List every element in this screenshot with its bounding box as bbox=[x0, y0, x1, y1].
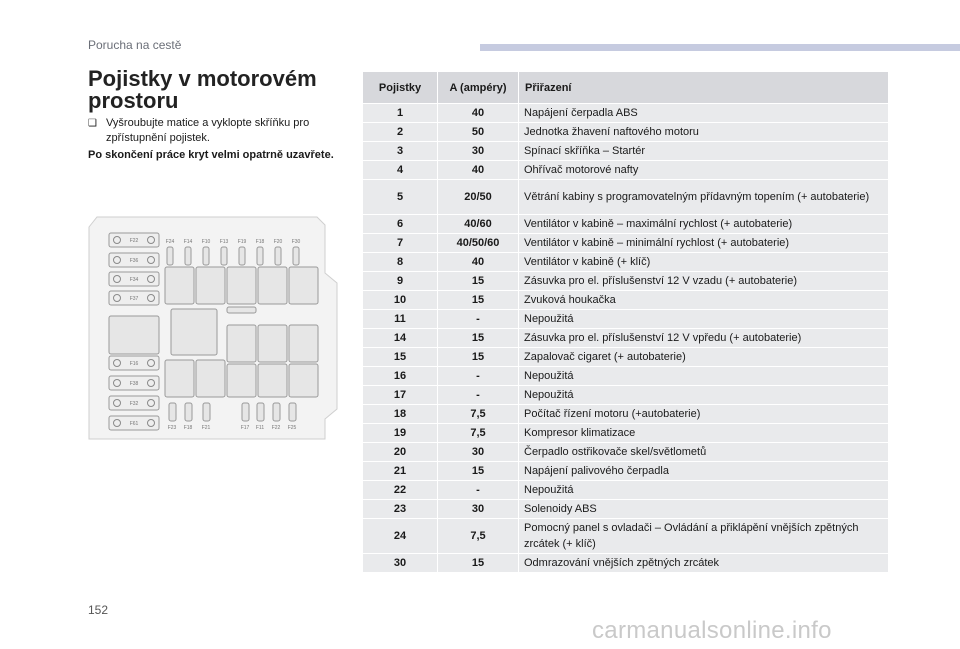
fuse-holder bbox=[109, 416, 159, 430]
amperage-cell: 15 bbox=[438, 291, 519, 310]
fuse-number-cell: 3 bbox=[363, 142, 438, 161]
fuse-label-bottom: F11 bbox=[255, 425, 265, 431]
fuse-holder-label: F16 bbox=[129, 361, 139, 367]
fuse-number-cell: 8 bbox=[363, 253, 438, 272]
fuse-number-cell: 15 bbox=[363, 348, 438, 367]
amperage-cell: 7,5 bbox=[438, 405, 519, 424]
fuse-label-top: F30 bbox=[291, 239, 301, 245]
amperage-cell: 15 bbox=[438, 348, 519, 367]
amperage-cell: 40/60 bbox=[438, 215, 519, 234]
fuse-number-cell: 23 bbox=[363, 500, 438, 519]
relay-block bbox=[227, 267, 256, 304]
instruction-text: Vyšroubujte matice a vyklopte skříňku pro zpřístupnění pojistek. bbox=[106, 117, 310, 144]
fuse-holder bbox=[109, 396, 159, 410]
fuse-number-cell: 19 bbox=[363, 424, 438, 443]
fuse-label-top: F20 bbox=[273, 239, 283, 245]
amperage-cell: - bbox=[438, 367, 519, 386]
assignment-cell: Zapalovač cigaret (+ autobaterie) bbox=[519, 348, 889, 367]
amperage-cell: 15 bbox=[438, 554, 519, 573]
table-row bbox=[363, 386, 889, 405]
assignment-cell: Větrání kabiny s programovatelným přídavným topením (+ autobaterie) bbox=[519, 180, 889, 215]
fuse-number-cell: 5 bbox=[363, 180, 438, 215]
relay-block bbox=[289, 267, 318, 304]
fuse-holder bbox=[109, 291, 159, 305]
fuse-holder-label: F34 bbox=[129, 277, 139, 283]
assignment-cell: Kompresor klimatizace bbox=[519, 424, 889, 443]
amperage-cell: 7,5 bbox=[438, 424, 519, 443]
amperage-cell: 30 bbox=[438, 142, 519, 161]
assignment-cell: Jednotka žhavení naftového motoru bbox=[519, 123, 889, 142]
amperage-cell: - bbox=[438, 481, 519, 500]
instruction bbox=[88, 116, 338, 146]
fuse-holder-label: F61 bbox=[129, 421, 139, 427]
assignment-cell: Zásuvka pro el. příslušenství 12 V vpředu (+ autobaterie) bbox=[519, 329, 889, 348]
amperage-cell: 15 bbox=[438, 329, 519, 348]
table-row bbox=[363, 272, 889, 291]
assignment-cell: Zásuvka pro el. příslušenství 12 V vzadu (+ autobaterie) bbox=[519, 272, 889, 291]
assignment-cell: Ventilátor v kabině (+ klíč) bbox=[519, 253, 889, 272]
fuse-number-cell: 11 bbox=[363, 310, 438, 329]
assignment-cell: Nepoužitá bbox=[519, 310, 889, 329]
table-row bbox=[363, 291, 889, 310]
fuse-holder bbox=[109, 376, 159, 390]
table-row bbox=[363, 424, 889, 443]
fuse-number-cell: 22 bbox=[363, 481, 438, 500]
table-row bbox=[363, 519, 889, 554]
fuse-number-cell: 16 bbox=[363, 367, 438, 386]
assignment-cell: Odmrazování vnějších zpětných zrcátek bbox=[519, 554, 889, 573]
table-row bbox=[363, 443, 889, 462]
amperage-cell: 40 bbox=[438, 161, 519, 180]
fuse-number-cell: 4 bbox=[363, 161, 438, 180]
assignment-cell: Ventilátor v kabině – minimální rychlost (+ autobaterie) bbox=[519, 234, 889, 253]
relay-block bbox=[196, 267, 225, 304]
fuse-number-cell: 20 bbox=[363, 443, 438, 462]
table-row bbox=[363, 180, 889, 215]
mini-fuse bbox=[273, 403, 280, 421]
assignment-cell: Ohřívač motorové nafty bbox=[519, 161, 889, 180]
assignment-cell: Solenoidy ABS bbox=[519, 500, 889, 519]
table-row bbox=[363, 554, 889, 573]
table-row bbox=[363, 462, 889, 481]
amperage-cell: 30 bbox=[438, 500, 519, 519]
fuse-holder bbox=[109, 272, 159, 286]
fuse-label-top: F10 bbox=[201, 239, 211, 245]
assignment-cell: Zvuková houkačka bbox=[519, 291, 889, 310]
fuse-holder bbox=[109, 233, 159, 247]
table-row bbox=[363, 405, 889, 424]
amperage-cell: 7,5 bbox=[438, 519, 519, 554]
fuse-holder bbox=[109, 253, 159, 267]
relay-block bbox=[196, 360, 225, 397]
fuse-holder-label: F38 bbox=[129, 381, 139, 387]
table-row bbox=[363, 500, 889, 519]
column-header-amp: A (ampéry) bbox=[438, 72, 519, 104]
fuse-number-cell: 2 bbox=[363, 123, 438, 142]
fuse-label-bottom: F23 bbox=[167, 425, 177, 431]
fuse-label-top: F13 bbox=[219, 239, 229, 245]
fuse-number-cell: 1 bbox=[363, 104, 438, 123]
section-label: Porucha na cestě bbox=[88, 38, 182, 52]
fuse-number-cell: 7 bbox=[363, 234, 438, 253]
fuse-label-bottom: F18 bbox=[183, 425, 193, 431]
assignment-cell: Počítač řízení motoru (+autobaterie) bbox=[519, 405, 889, 424]
amperage-cell: 15 bbox=[438, 272, 519, 291]
watermark: carmanualsonline.info bbox=[592, 617, 832, 644]
fuse-number-cell: 24 bbox=[363, 519, 438, 554]
assignment-cell: Napájení palivového čerpadla bbox=[519, 462, 889, 481]
amperage-cell: 30 bbox=[438, 443, 519, 462]
relay-block bbox=[165, 360, 194, 397]
relay-block bbox=[165, 267, 194, 304]
table-row bbox=[363, 215, 889, 234]
amperage-cell: 40 bbox=[438, 253, 519, 272]
fuse-label-bottom: F21 bbox=[201, 425, 211, 431]
amperage-cell: - bbox=[438, 310, 519, 329]
fuse-number-cell: 10 bbox=[363, 291, 438, 310]
fuse-label-bottom: F22 bbox=[271, 425, 281, 431]
relay-block bbox=[289, 325, 318, 362]
assignment-cell: Čerpadlo ostřikovače skel/světlometů bbox=[519, 443, 889, 462]
assignment-cell: Nepoužitá bbox=[519, 367, 889, 386]
table-row bbox=[363, 123, 889, 142]
relay-block bbox=[227, 325, 256, 362]
table-row bbox=[363, 481, 889, 500]
page-title: Pojistky v motorovém prostoru bbox=[88, 66, 317, 113]
table-row bbox=[363, 234, 889, 253]
fuse-holder bbox=[109, 356, 159, 370]
assignment-cell: Pomocný panel s ovladači – Ovládání a přiklápění vnějších zpětných zrcátek (+ klíč) bbox=[519, 519, 889, 554]
fuse-number-cell: 14 bbox=[363, 329, 438, 348]
table-row bbox=[363, 104, 889, 123]
relay-block bbox=[109, 316, 159, 354]
relay-block bbox=[258, 267, 287, 304]
page-number: 152 bbox=[88, 603, 109, 617]
fuse-number-cell: 30 bbox=[363, 554, 438, 573]
fuse-label-bottom: F25 bbox=[287, 425, 297, 431]
table-row bbox=[363, 367, 889, 386]
fuse-label-top: F14 bbox=[183, 239, 193, 245]
assignment-cell: Ventilátor v kabině – maximální rychlost (+ autobaterie) bbox=[519, 215, 889, 234]
fuse-number-cell: 17 bbox=[363, 386, 438, 405]
fuse-number-cell: 21 bbox=[363, 462, 438, 481]
fuse-number-cell: 9 bbox=[363, 272, 438, 291]
amperage-cell: 20/50 bbox=[438, 180, 519, 215]
header-bar bbox=[480, 44, 960, 51]
column-header-fuse: Pojistky bbox=[363, 72, 438, 104]
fuse-label-bottom: F17 bbox=[240, 425, 250, 431]
table-row bbox=[363, 142, 889, 161]
checkbox-bullet-icon: ❑ bbox=[88, 118, 97, 129]
fuse-slot bbox=[227, 307, 256, 313]
table-row bbox=[363, 329, 889, 348]
amperage-cell: 50 bbox=[438, 123, 519, 142]
table-row bbox=[363, 253, 889, 272]
fuse-table bbox=[362, 71, 889, 573]
fuse-label-top: F18 bbox=[255, 239, 265, 245]
relay-block bbox=[258, 325, 287, 362]
assignment-cell: Nepoužitá bbox=[519, 386, 889, 405]
amperage-cell: 15 bbox=[438, 462, 519, 481]
table-header-row bbox=[363, 72, 889, 104]
fuse-label-top: F24 bbox=[165, 239, 175, 245]
mini-fuse bbox=[185, 403, 192, 421]
column-header-assignment: Přiřazení bbox=[519, 72, 889, 104]
fuse-holder-label: F22 bbox=[129, 238, 139, 244]
mini-fuse bbox=[169, 403, 176, 421]
amperage-cell: - bbox=[438, 386, 519, 405]
fuse-holder-label: F36 bbox=[129, 258, 139, 264]
fuse-label-top: F19 bbox=[237, 239, 247, 245]
mini-fuse bbox=[242, 403, 249, 421]
mini-fuse bbox=[289, 403, 296, 421]
assignment-cell: Spínací skříňka – Startér bbox=[519, 142, 889, 161]
relay-block bbox=[227, 364, 256, 397]
table-row bbox=[363, 310, 889, 329]
fuse-box-diagram bbox=[85, 213, 340, 445]
fuse-holder-label: F37 bbox=[129, 296, 139, 302]
table-row bbox=[363, 161, 889, 180]
fuse-number-cell: 6 bbox=[363, 215, 438, 234]
mini-fuse bbox=[203, 403, 210, 421]
assignment-cell: Napájení čerpadla ABS bbox=[519, 104, 889, 123]
relay-block bbox=[258, 364, 287, 397]
mini-fuse bbox=[257, 403, 264, 421]
assignment-cell: Nepoužitá bbox=[519, 481, 889, 500]
fuse-holder-label: F32 bbox=[129, 401, 139, 407]
table-row bbox=[363, 348, 889, 367]
relay-block bbox=[289, 364, 318, 397]
fuse-number-cell: 18 bbox=[363, 405, 438, 424]
amperage-cell: 40 bbox=[438, 104, 519, 123]
relay-block bbox=[171, 309, 217, 355]
warning-text: Po skončení práce kryt velmi opatrně uzavřete. bbox=[88, 149, 334, 161]
amperage-cell: 40/50/60 bbox=[438, 234, 519, 253]
